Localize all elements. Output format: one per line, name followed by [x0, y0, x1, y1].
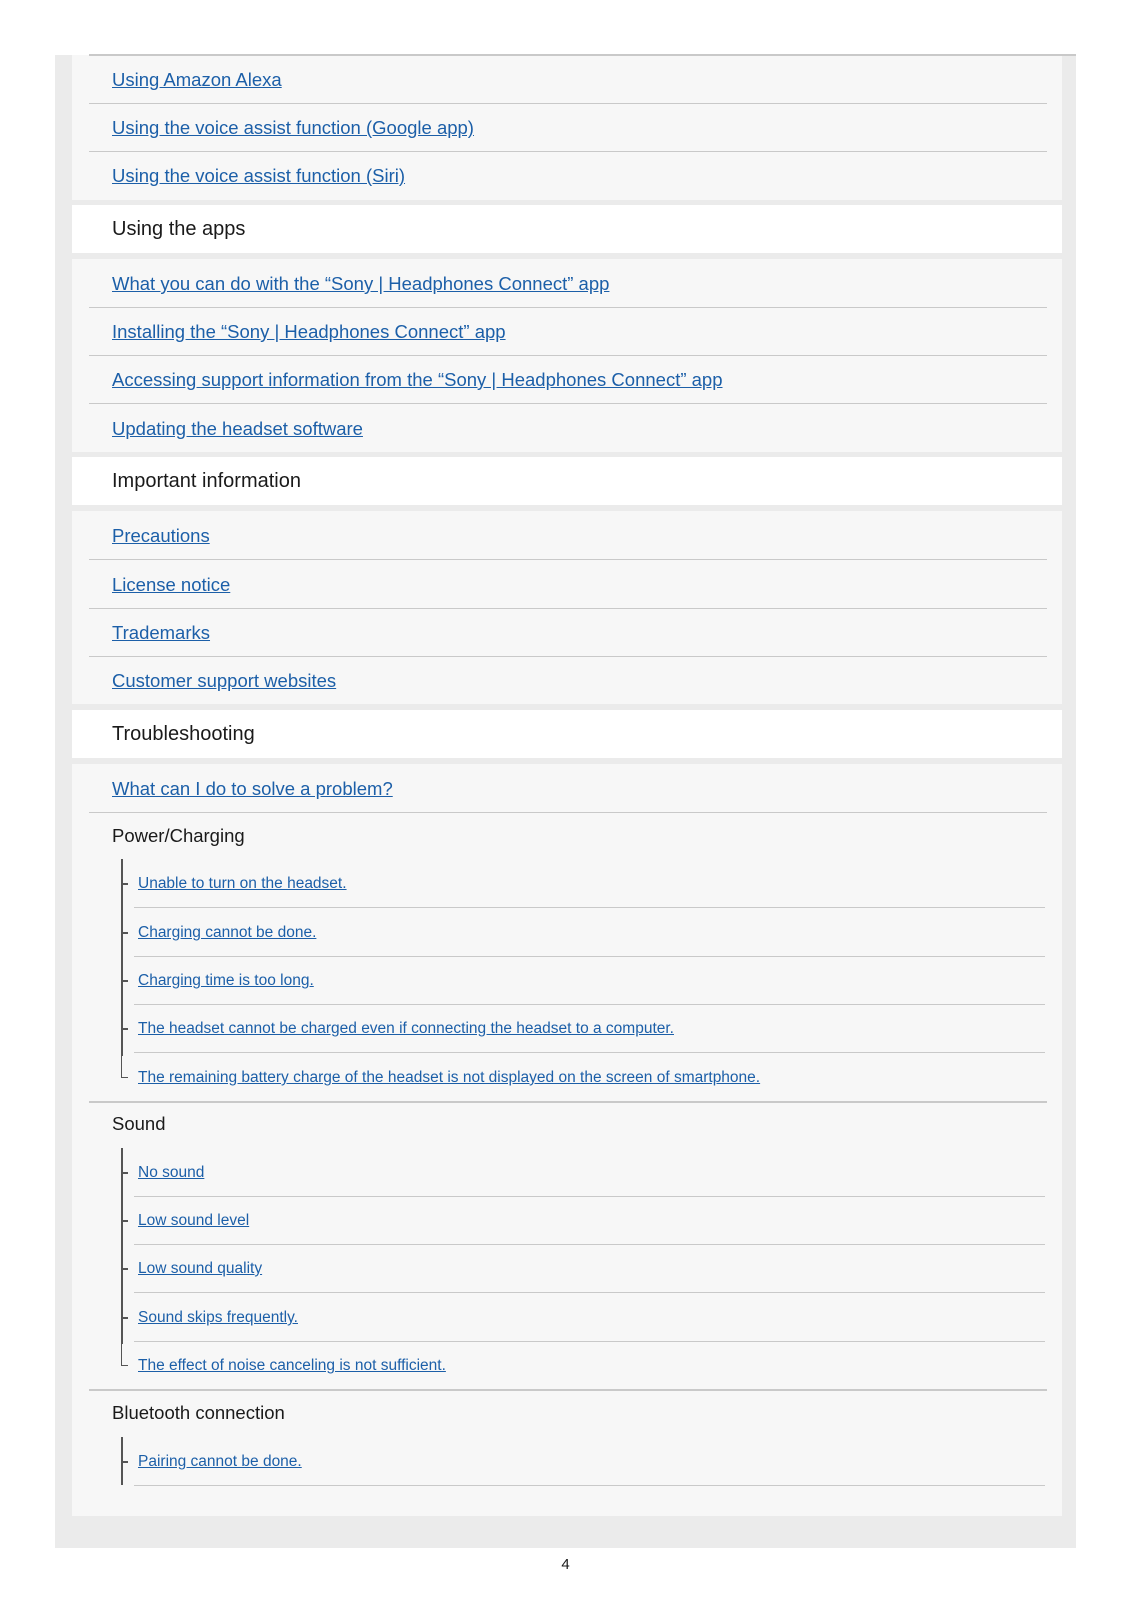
- section-title: Using the apps: [112, 218, 246, 240]
- link-updating-software[interactable]: Updating the headset software: [112, 418, 363, 439]
- list-item: [72, 1293, 1062, 1342]
- link-charging-cannot[interactable]: Charging cannot be done.: [138, 924, 317, 941]
- tree-branch-end: [121, 1053, 128, 1078]
- list-item: [72, 1341, 1062, 1390]
- using-apps-section: [72, 259, 1062, 452]
- divider: [89, 1389, 1047, 1391]
- link-installing-app[interactable]: Installing the “Sony | Headphones Connect” app: [112, 321, 506, 342]
- tree-branch: [122, 1220, 128, 1222]
- link-battery-not-displayed[interactable]: The remaining battery charge of the headset is not displayed on the screen of smartphone.: [138, 1069, 761, 1086]
- link-what-you-can-do[interactable]: What you can do with the “Sony | Headphones Connect” app: [112, 273, 610, 294]
- link-trademarks[interactable]: Trademarks: [112, 622, 211, 643]
- divider: [89, 1101, 1047, 1103]
- link-no-sound[interactable]: No sound: [138, 1164, 205, 1181]
- subsection-title-power: Power/Charging: [112, 825, 245, 846]
- link-row: [72, 764, 1062, 813]
- link-row: [72, 608, 1062, 657]
- list-item: [72, 1196, 1062, 1245]
- page-number: 4: [561, 1556, 570, 1573]
- tree-branch: [122, 1461, 128, 1463]
- list-item: [72, 956, 1062, 1005]
- link-row: [72, 560, 1062, 609]
- link-low-sound-quality[interactable]: Low sound quality: [138, 1260, 263, 1277]
- troubleshooting-section: [72, 764, 1062, 1516]
- section-title: Troubleshooting: [112, 723, 255, 745]
- list-item: [72, 1148, 1062, 1197]
- list-item: [72, 908, 1062, 957]
- list-item: [72, 1244, 1062, 1293]
- section-title: Important information: [112, 470, 301, 492]
- link-precautions[interactable]: Precautions: [112, 525, 210, 546]
- subsection-title-bluetooth: Bluetooth connection: [112, 1402, 285, 1423]
- link-accessing-support[interactable]: Accessing support information from the “Sony | Headphones Connect” app: [112, 369, 723, 390]
- divider: [89, 812, 1047, 814]
- sound-tree: [72, 1148, 1062, 1391]
- link-sound-skips[interactable]: Sound skips frequently.: [138, 1309, 298, 1326]
- section-header-troubleshooting: [72, 710, 1062, 758]
- link-noise-canceling[interactable]: The effect of noise canceling is not sufficient.: [138, 1357, 446, 1374]
- subsection-title-sound: Sound: [112, 1113, 166, 1134]
- tree-branch: [122, 980, 128, 982]
- list-item: [72, 1437, 1062, 1486]
- link-solve-problem[interactable]: What can I do to solve a problem?: [112, 778, 393, 799]
- link-cannot-charge-computer[interactable]: The headset cannot be charged even if connecting the headset to a computer.: [138, 1020, 674, 1037]
- voice-assist-section: [72, 55, 1062, 200]
- bluetooth-tree: [72, 1437, 1062, 1497]
- divider: [134, 1485, 1045, 1487]
- link-row: [72, 55, 1062, 104]
- section-header-using-apps: [72, 205, 1062, 253]
- tree-branch: [122, 883, 128, 885]
- link-using-amazon-alexa[interactable]: Using Amazon Alexa: [112, 69, 282, 90]
- divider: [89, 54, 1076, 56]
- link-google-app[interactable]: Using the voice assist function (Google app): [112, 117, 474, 138]
- link-row: [72, 103, 1062, 152]
- link-customer-support[interactable]: Customer support websites: [112, 670, 337, 691]
- section-header-important-info: [72, 457, 1062, 505]
- tree-branch: [122, 1268, 128, 1270]
- power-tree: [72, 859, 1062, 1102]
- link-row: [72, 307, 1062, 356]
- tree-branch: [122, 1317, 128, 1319]
- tree-branch-end: [121, 1341, 128, 1366]
- tree-branch: [122, 932, 128, 934]
- link-charging-time[interactable]: Charging time is too long.: [138, 972, 314, 989]
- list-item: [72, 859, 1062, 908]
- link-row: [72, 151, 1062, 200]
- tree-branch: [122, 1172, 128, 1174]
- list-item: [72, 1053, 1062, 1102]
- link-license-notice[interactable]: License notice: [112, 574, 231, 595]
- link-unable-turn-on[interactable]: Unable to turn on the headset.: [138, 875, 347, 892]
- link-row: [72, 511, 1062, 560]
- link-row: [72, 404, 1062, 453]
- link-pairing-cannot[interactable]: Pairing cannot be done.: [138, 1453, 302, 1470]
- link-low-sound-level[interactable]: Low sound level: [138, 1212, 250, 1229]
- link-row: [72, 656, 1062, 705]
- list-item: [72, 1004, 1062, 1053]
- link-row: [72, 259, 1062, 308]
- link-siri[interactable]: Using the voice assist function (Siri): [112, 165, 406, 186]
- important-info-section: [72, 511, 1062, 704]
- link-row: [72, 355, 1062, 404]
- tree-branch: [122, 1028, 128, 1030]
